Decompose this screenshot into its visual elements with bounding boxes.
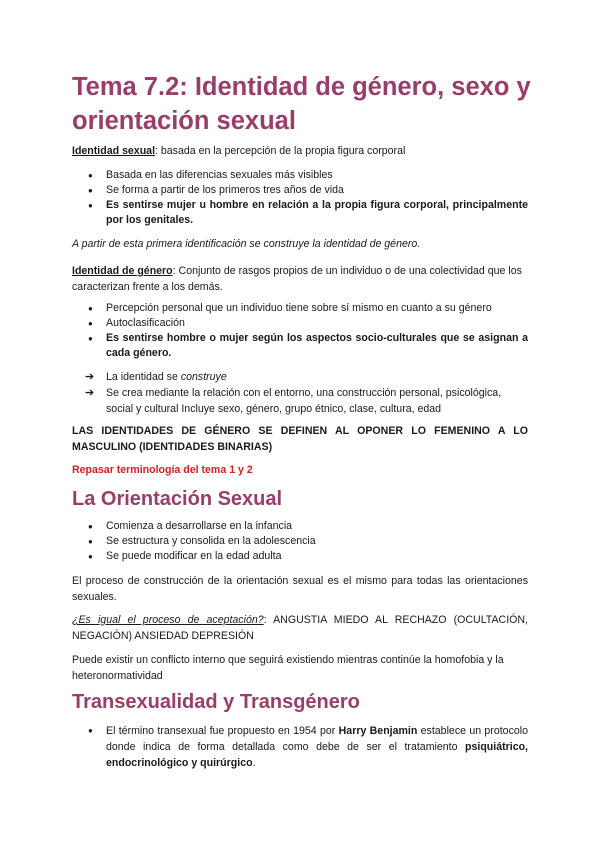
bullet-icon: ● <box>88 726 93 735</box>
arrow-right-icon: ➔ <box>85 371 95 383</box>
list-item <box>72 385 528 417</box>
identidad-genero-term: Identidad de género <box>72 265 173 277</box>
list-item-text: establece un protocolo donde indica de forma detallada como debe de ser el tratamiento <box>106 725 528 753</box>
identidad-sexual-definition <box>72 143 528 159</box>
list-item <box>72 549 528 564</box>
list-item-text: . <box>252 757 256 769</box>
list-item-text: Se forma a partir de los primeros tres años de vida <box>106 184 344 196</box>
list-item <box>72 370 528 385</box>
bullet-icon: ● <box>88 171 93 180</box>
italic-note: A partir de esta primera identificación se construye la identidad de género. <box>72 238 421 250</box>
arrow-list <box>72 370 528 417</box>
list-item-text: Comienza a desarrollarse en la infancia <box>106 520 293 532</box>
identidad-genero-text: : Conjunto de rasgos propios de un individuo o de una colectividad que los caracterizan frente a los demás. <box>72 265 522 293</box>
bullet-icon: ● <box>88 304 93 313</box>
review-note: Repasar terminología del tema 1 y 2 <box>72 464 253 476</box>
list-item-text: La identidad se <box>106 371 181 383</box>
list-item-text: Es sentirse mujer u hombre en relación a la propia figura corporal, principalmente por los genitales. <box>106 199 528 226</box>
bullet-icon: ● <box>88 319 93 328</box>
section-heading-transexualidad: Transexualidad y Transgénero <box>72 691 360 713</box>
list-item-text: Se puede modificar en la edad adulta <box>106 550 282 562</box>
list-item <box>72 316 528 331</box>
list-item-text: Es sentirse hombre o mujer según los aspectos socio-culturales que se asignan a cada género. <box>106 332 528 359</box>
arrow-right-icon: ➔ <box>85 387 95 399</box>
list-item-text: Autoclasificación <box>106 317 185 329</box>
bullet-icon: ● <box>88 334 93 343</box>
list-item <box>72 183 528 198</box>
list-item <box>72 198 528 228</box>
list-item <box>72 519 528 534</box>
bullet-icon: ● <box>88 522 93 531</box>
list-item <box>72 168 528 183</box>
identidad-sexual-text: : basada en la percepción de la propia figura corporal <box>155 145 406 157</box>
aceptacion-paragraph <box>72 612 528 644</box>
orientacion-list <box>72 519 528 564</box>
identidad-genero-list <box>72 301 528 361</box>
identidad-sexual-term: Identidad sexual <box>72 145 156 157</box>
page-title: Tema 7.2: Identidad de género, sexo y orientación sexual <box>72 73 531 135</box>
list-item <box>72 331 528 361</box>
list-item-text: El término transexual fue propuesto en 1954 por <box>106 725 339 737</box>
bullet-icon: ● <box>88 186 93 195</box>
list-item-text: Se crea mediante la relación con el entorno, una construcción personal, psicológica, social y cultural Incluye sexo, género, grupo étnico, clase, cultura, edad <box>106 387 502 415</box>
identidad-genero-definition <box>72 263 528 295</box>
bullet-icon: ● <box>88 537 93 546</box>
section-heading-orientacion: La Orientación Sexual <box>72 488 283 510</box>
conflict-paragraph: Puede existir un conflicto interno que seguirá existiendo mientras continúe la homofobia y la heteronormatividad <box>72 654 504 682</box>
aceptacion-question: ¿Es igual el proceso de aceptación? <box>72 614 264 626</box>
list-item-italic: construye <box>180 371 227 383</box>
orientacion-paragraph: El proceso de construcción de la orientación sexual es el mismo para todas las orientaciones sexuales. <box>72 575 528 603</box>
list-item-text: Se estructura y consolida en la adolescencia <box>106 535 316 547</box>
bullet-icon: ● <box>88 201 93 210</box>
list-item-text: Percepción personal que un individuo tiene sobre sí mismo en cuanto a su género <box>106 302 492 314</box>
transexualidad-list <box>72 723 528 771</box>
treatment-types: psiquiátrico, endocrinológico y quirúrgico <box>106 741 528 769</box>
bullet-icon: ● <box>88 552 93 561</box>
aceptacion-answer: : ANGUSTIA MIEDO AL RECHAZO (OCULTACIÓN, NEGACIÓN) ANSIEDAD DEPRESIÓN <box>72 614 528 642</box>
list-item-text: Basada en las diferencias sexuales más visibles <box>106 169 333 181</box>
identidad-sexual-list <box>72 168 528 228</box>
caps-statement: LAS IDENTIDADES DE GÉNERO SE DEFINEN AL OPONER LO FEMENINO A LO MASCULINO (IDENTIDADES BINARIAS) <box>72 425 528 453</box>
list-item <box>72 301 528 316</box>
author-name: Harry Benjamin <box>338 725 418 737</box>
list-item <box>72 723 528 771</box>
list-item <box>72 534 528 549</box>
